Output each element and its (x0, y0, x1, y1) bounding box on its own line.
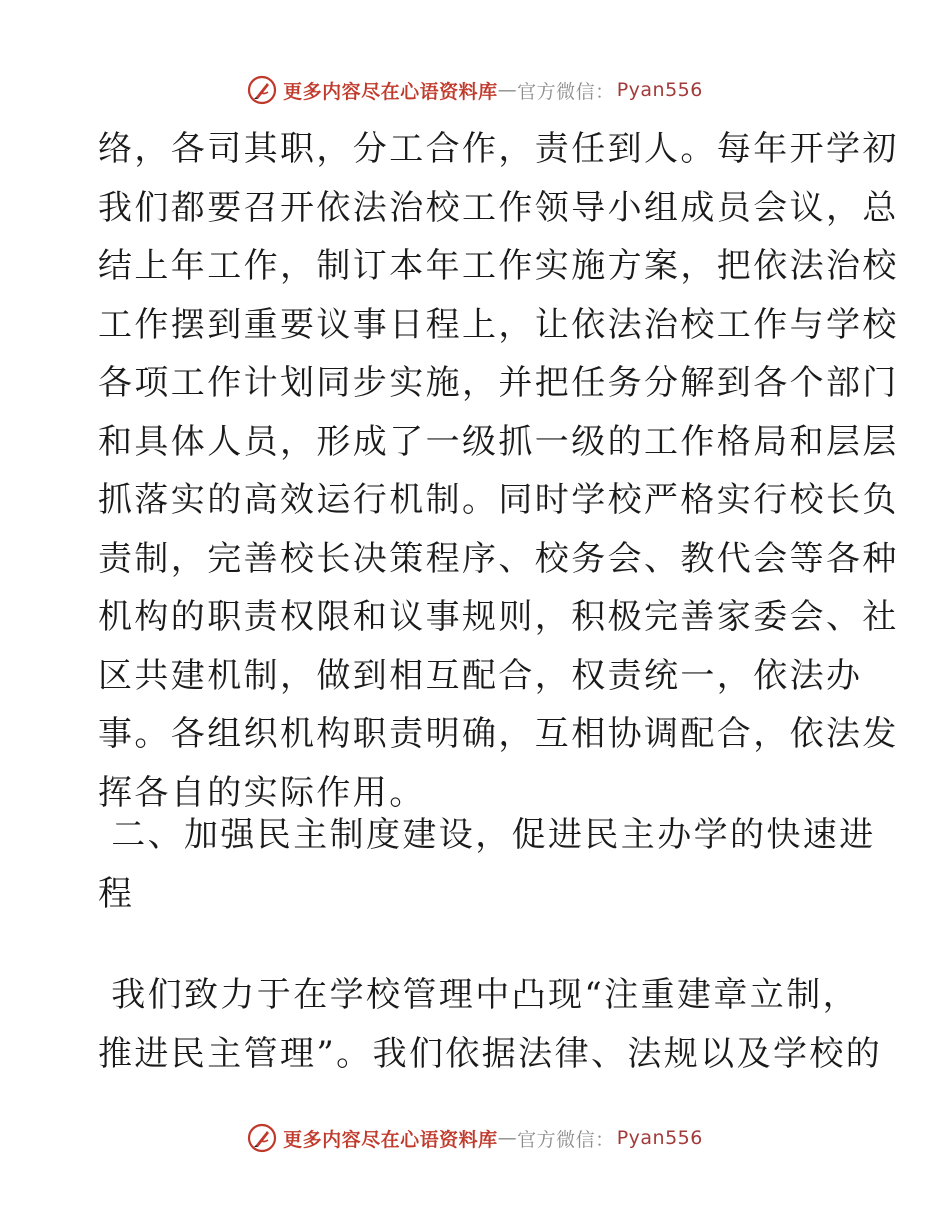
brand-text: 更多内容尽在心语资料库 (283, 80, 498, 103)
footer-watermark-banner (0, 1118, 950, 1158)
paragraph-1 (98, 120, 899, 822)
paragraph-line: 责制，完善校长决策程序、校务会、教代会等各种 (98, 538, 899, 579)
paragraph-line: 抓落实的高效运行机制。同时学校严格实行校长负 (98, 480, 899, 520)
banner-separator: — (497, 1127, 518, 1149)
paragraph-line: 我们都要召开依法治校工作领导小组成员会议，总 (98, 187, 899, 228)
paragraph-line: 工作摆到重要议事日程上，让依法治校工作与学校 (98, 304, 899, 345)
quill-pen-logo-icon (247, 1123, 277, 1153)
header-watermark-banner (0, 70, 950, 110)
paragraph-line: 事。各组织机构职责明确，互相协调配合，依法发 (98, 714, 899, 754)
paragraph-line: 挥各自的实际作用。 (98, 772, 426, 813)
paragraph-line: 我们致力于在学校管理中凸现“注重建章立制， (98, 975, 859, 1015)
paragraph-line: 和具体人员，形成了一级抓一级的工作格局和层层 (98, 421, 899, 462)
wechat-id: Pyan556 (616, 1127, 703, 1149)
paragraph-line: 各项工作计划同步实施，并把任务分解到各个部门 (98, 363, 899, 403)
paragraph-line: 区共建机制，做到相互配合，权责统一，依法办 (98, 655, 863, 696)
paragraph-line: 络，各司其职，分工合作，责任到人。每年开学初 (98, 129, 899, 169)
paragraph-line: 结上年工作，制订本年工作实施方案，把依法治校 (98, 246, 899, 286)
heading-line: 程 (98, 873, 135, 914)
paragraph-line: 机构的职责权限和议事规则，积极完善家委会、社 (98, 597, 899, 637)
banner-separator: — (497, 79, 518, 101)
wechat-id: Pyan556 (616, 79, 703, 101)
wechat-label: 官方微信： (517, 80, 615, 103)
section-heading (98, 806, 876, 923)
heading-line: 二、加强民主制度建设，促进民主办学的快速进 (98, 815, 876, 855)
brand-text: 更多内容尽在心语资料库 (283, 1128, 498, 1151)
quill-pen-logo-icon (247, 75, 277, 105)
paragraph-line: 推进民主管理”。我们依据法律、法规以及学校的 (98, 1033, 883, 1074)
wechat-label: 官方微信： (517, 1128, 615, 1151)
paragraph-2 (98, 966, 883, 1083)
